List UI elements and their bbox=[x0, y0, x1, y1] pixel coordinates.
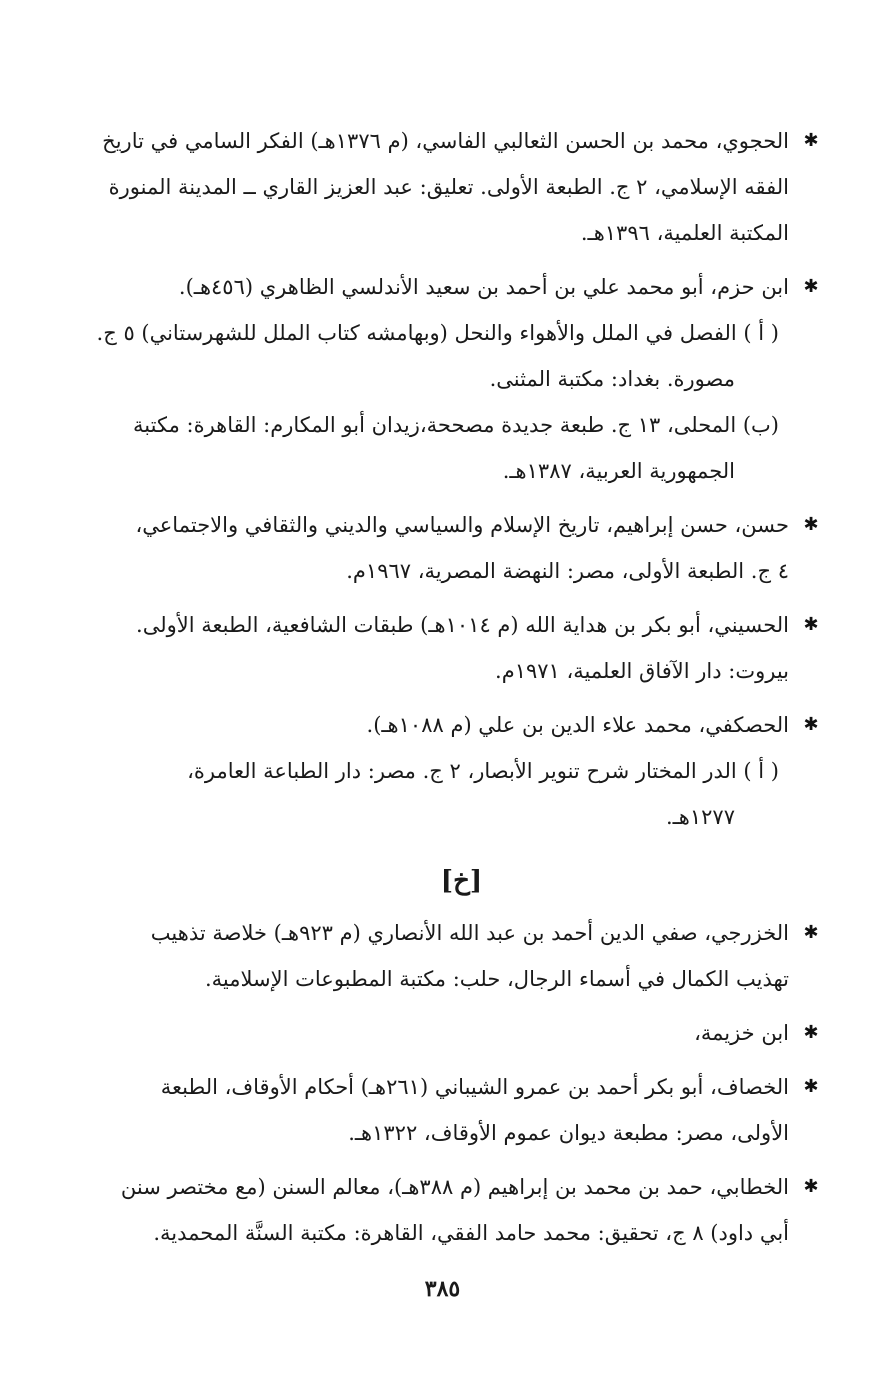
entry-line: الخطابي، حمد بن محمد بن إبراهيم (م ٣٨٨هـ)، معالم السنن (مع مختصر سنن bbox=[120, 1175, 789, 1199]
entry-line: الأولى، مصر: مطبعة ديوان عموم الأوقاف، ١٣٢٢هـ. bbox=[348, 1121, 789, 1145]
asterisk-bullet-icon: ✱ bbox=[803, 1176, 819, 1197]
entry-line: الخزرجي، صفي الدين أحمد بن عبد الله الأنصاري (م ٩٢٣هـ) خلاصة تذهيب bbox=[150, 921, 789, 945]
asterisk-bullet-icon: ✱ bbox=[803, 1022, 819, 1043]
sub-entry bbox=[100, 402, 789, 494]
entry-line: تهذيب الكمال في أسماء الرجال، حلب: مكتبة المطبوعات الإسلامية. bbox=[204, 967, 789, 991]
entry-line: الفقه الإسلامي، ٢ ج. الطبعة الأولى. تعليق: عبد العزيز القاري ــ المدينة المنورة bbox=[108, 175, 789, 199]
bibliography-entry bbox=[100, 702, 823, 840]
entries-before bbox=[96, 118, 823, 840]
sub-entry-line: ( أ ) الفصل في الملل والأهواء والنحل (وبهامشه كتاب الملل للشهرستاني) ٥ ج. bbox=[96, 321, 779, 345]
sub-entry-continuation: مصورة. بغداد: مكتبة المثنى. bbox=[489, 367, 735, 391]
asterisk-bullet-icon: ✱ bbox=[803, 276, 819, 297]
sub-entry-continuation: ١٢٧٧هـ. bbox=[665, 805, 735, 829]
asterisk-bullet-icon: ✱ bbox=[803, 1076, 819, 1097]
asterisk-bullet-icon: ✱ bbox=[803, 614, 819, 635]
bibliography-entry bbox=[100, 1164, 823, 1256]
bibliography-entry bbox=[100, 910, 823, 1002]
asterisk-bullet-icon: ✱ bbox=[803, 922, 819, 943]
bibliography-entry bbox=[100, 602, 823, 694]
entry-line: ابن خزيمة، bbox=[694, 1021, 789, 1045]
bibliography-entry bbox=[100, 502, 823, 594]
sub-entry-continuation: الجمهورية العربية، ١٣٨٧هـ. bbox=[502, 459, 735, 483]
entry-line: المكتبة العلمية، ١٣٩٦هـ. bbox=[580, 221, 789, 245]
entries-after bbox=[100, 910, 823, 1256]
sub-entry-line: ( أ ) الدر المختار شرح تنوير الأبصار، ٢ ج. مصر: دار الطباعة العامرة، bbox=[187, 759, 779, 783]
entry-line: حسن، حسن إبراهيم، تاريخ الإسلام والسياسي والديني والثقافي والاجتماعي، bbox=[135, 513, 789, 537]
bibliography-entry bbox=[96, 264, 823, 494]
sub-entry bbox=[96, 310, 789, 402]
asterisk-bullet-icon: ✱ bbox=[803, 130, 819, 151]
entry-line: ٤ ج. الطبعة الأولى، مصر: النهضة المصرية، ١٩٦٧م. bbox=[346, 559, 789, 583]
section-heading: [خ] bbox=[440, 866, 483, 896]
entry-line: الحسيني، أبو بكر بن هداية الله (م ١٠١٤هـ) طبقات الشافعية، الطبعة الأولى. bbox=[136, 613, 789, 637]
asterisk-bullet-icon: ✱ bbox=[803, 514, 819, 535]
bibliography-entry bbox=[100, 1064, 823, 1156]
entry-line: الحصكفي، محمد علاء الدين بن علي (م ١٠٨٨هـ). bbox=[366, 713, 789, 737]
page-number: ٣٨٥ bbox=[424, 1276, 461, 1302]
bibliography-page bbox=[96, 118, 823, 1264]
asterisk-bullet-icon: ✱ bbox=[803, 714, 819, 735]
bibliography-entry bbox=[100, 1010, 823, 1056]
entry-line: بيروت: دار الآفاق العلمية، ١٩٧١م. bbox=[495, 659, 789, 683]
entry-line: أبي داود) ٨ ج، تحقيق: محمد حامد الفقي، القاهرة: مكتبة السنَّة المحمدية. bbox=[153, 1221, 789, 1245]
sub-entry-line: (ب) المحلى، ١٣ ج. طبعة جديدة مصححة،زيدان أبو المكارم: القاهرة: مكتبة bbox=[133, 413, 779, 437]
bibliography-entry bbox=[100, 118, 823, 256]
entry-line: الخصاف، أبو بكر أحمد بن عمرو الشيباني (٢٦١هـ) أحكام الأوقاف، الطبعة bbox=[160, 1075, 789, 1099]
entry-line: ابن حزم، أبو محمد علي بن أحمد بن سعيد الأندلسي الظاهري (٤٥٦هـ). bbox=[178, 275, 789, 299]
entry-line: الحجوي، محمد بن الحسن الثعالبي الفاسي، (م ١٣٧٦هـ) الفكر السامي في تاريخ bbox=[102, 129, 789, 153]
sub-entry bbox=[100, 748, 789, 840]
